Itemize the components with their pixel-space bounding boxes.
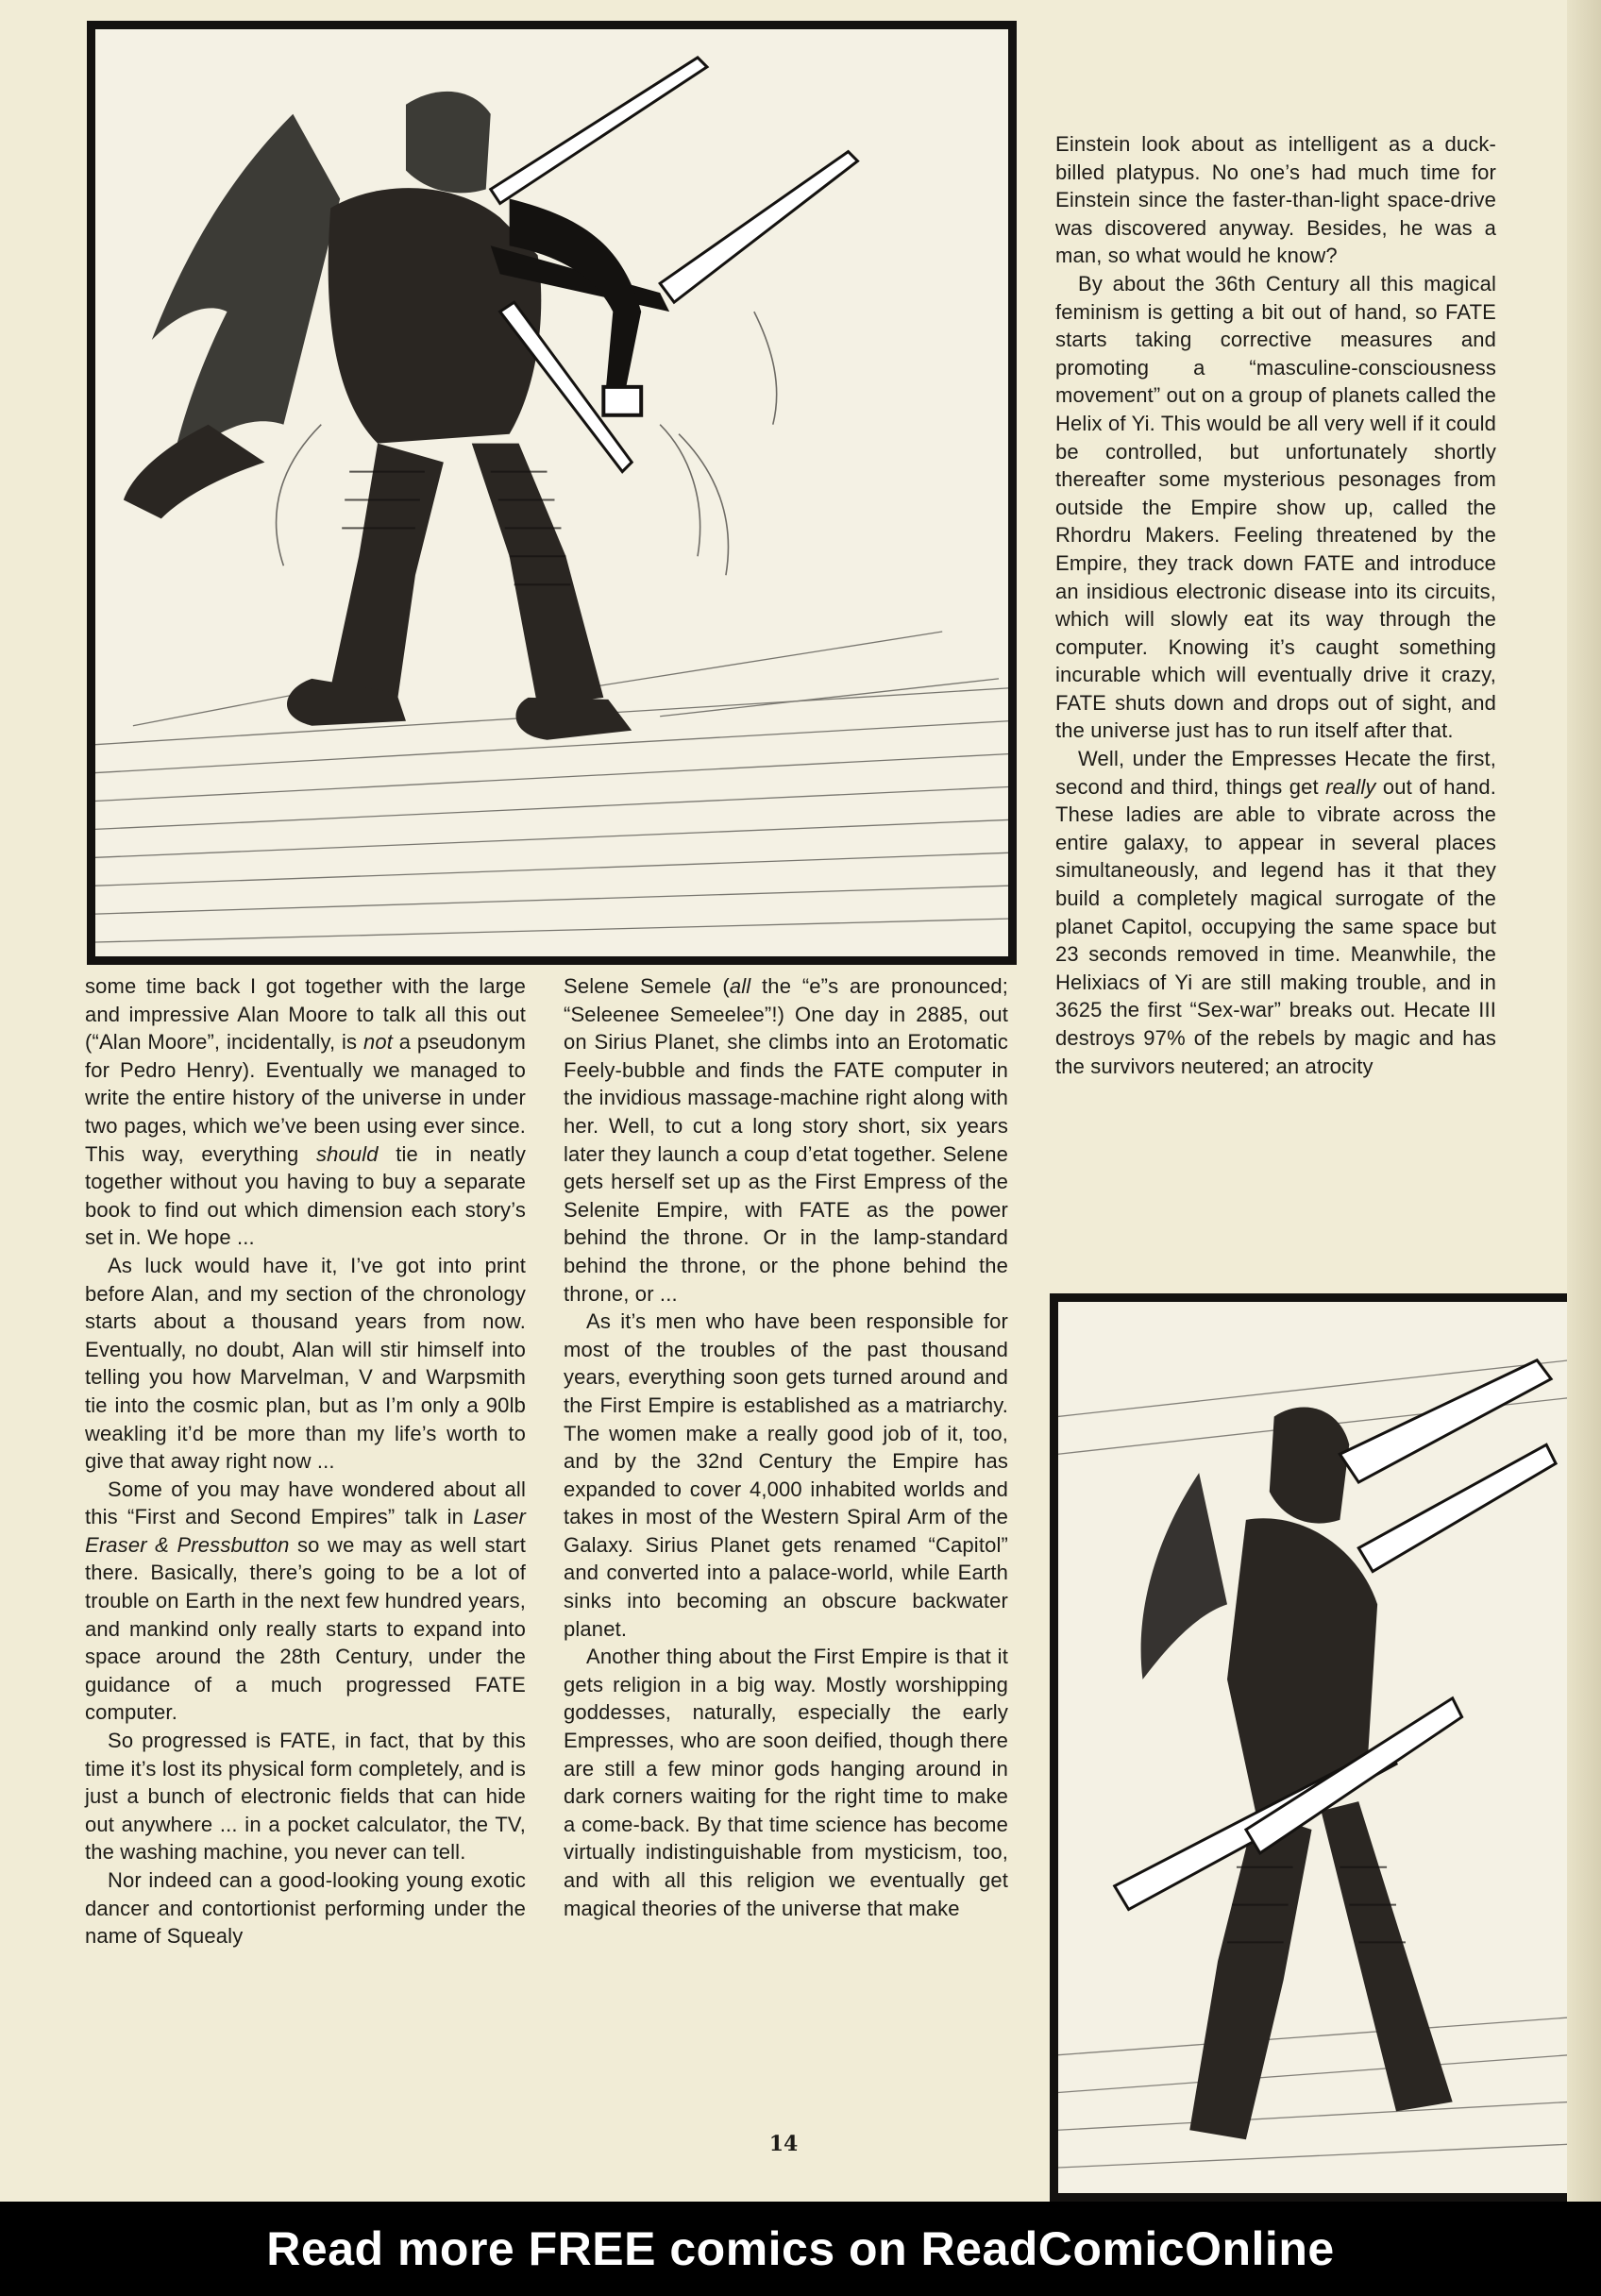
paragraph: Einstein look about as intelligent as a duck-billed platypus. No one’s had much time for Einstein since the faster-than-light space-drive was discovered anyway. Besides, he was a man, so what would he know? — [1055, 132, 1496, 268]
paragraph: Some of you may have wondered about all this “First and Second Empires” talk in Laser Eraser & Pressbutton so we may as well start there. Basically, there’s going to be a lot of trouble on Earth in the next few hundred years, and mankind only really starts to expand into space around the 28th Century, under the guidance of a much progressed FATE computer. — [85, 1477, 526, 1725]
paragraph: Nor indeed can a good-looking young exotic dancer and contortionist performing under the name of Squealy — [85, 1868, 526, 1949]
article-column-3 — [1055, 130, 1496, 1080]
article-column-1 — [85, 972, 526, 1950]
article-column-2 — [564, 972, 1008, 1922]
binding-edge — [1567, 0, 1601, 2202]
fighter-illustration — [1058, 1302, 1570, 2193]
read-more-link[interactable]: Read more FREE comics on ReadComicOnline — [266, 2222, 1335, 2275]
illustration-panel-warrior — [87, 21, 1017, 965]
page-number: 14 — [768, 2132, 799, 2156]
paragraph: By about the 36th Century all this magical feminism is getting a bit out of hand, so FATE starts taking corrective measures and promoting a “masculine-consciousness movement” out on a group of planets called the Helix of Yi. This would be all very well if it could be controlled, but unfortunately shortly thereafter some mysterious pesonages from outside the Empire show up, called the Rhordru Makers. Feeling threatened by the Empire, they track down FATE and introduce an insidious electronic disease into its circuits, which will slowly eat its way through the computer. Knowing it’s caught something incurable which will eventually drive it crazy, FATE shuts down and drops out of sight, and the universe just has to run itself after that. — [1055, 271, 1496, 743]
paragraph: As it’s men who have been responsible for most of the troubles of the past thousand years, everything soon gets turned around and the First Empire is established as a matriarchy. The women make a really good job of it, too, and by the 32nd Century the Empire has expanded to cover 4,000 inhabited worlds and takes in most of the Western Spiral Arm of the Galaxy. Sirius Planet gets renamed “Capitol” and converted into a palace-world, while Earth sinks into becoming an obscure backwater planet. — [564, 1309, 1008, 1641]
paragraph: Another thing about the First Empire is that it gets religion in a big way. Mostly worshipping goddesses, naturally, especially the early Empresses, who are soon deified, though there are still a few minor gods hanging around in dark corners waiting for the right time to make a come-back. By that time science has become virtually indistinguishable from mysticism, too, and with all this religion we eventually get magical theories of the universe that make — [564, 1645, 1008, 1920]
paragraph: Selene Semele (all the “e”s are pronounced; “Seleenee Semeelee”!) One day in 2885, out on Sirius Planet, she climbs into an Erotomatic Feely-bubble and finds the FATE computer in the invidious massage-machine right along with her. Well, to cut a long story short, six years later they launch a coup d’etat together. Selene gets herself set up as the First Empress of the Selenite Empire, with FATE as the power behind the throne. Or in the lamp-standard behind the throne, or the phone behind the throne, or ... — [564, 974, 1008, 1306]
warrior-illustration — [95, 29, 1008, 956]
paragraph: So progressed is FATE, in fact, that by this time it’s lost its physical form completely, and is just a bunch of electronic fields that can hide out anywhere ... in a pocket calculator, the TV, the washing machine, you never can tell. — [85, 1729, 526, 1865]
footer-banner[interactable] — [0, 2202, 1601, 2296]
illustration-panel-fighter — [1050, 1293, 1578, 2202]
paragraph: Well, under the Empresses Hecate the first, second and third, things get really out of hand. These ladies are able to vibrate across the entire galaxy, to appear in several places simultaneously, and legend has it that they build a completely magical surrogate of the planet Capitol, occupying the same space but 23 seconds removed in time. Meanwhile, the Helixiacs of Yi are still making trouble, and in 3625 the first “Sex-war” breaks out. Hecate III destroys 97% of the rebels by magic and has the survivors neutered; an atrocity — [1055, 747, 1496, 1078]
paragraph: As luck would have it, I’ve got into print before Alan, and my section of the chronology starts about a thousand years from now. Eventually, no doubt, Alan will stir himself into telling you how Marvelman, V and Warpsmith tie into the cosmic plan, but as I’m only a 90lb weakling it’d be more than my life’s worth to give that away right now ... — [85, 1253, 526, 1474]
paragraph: some time back I got together with the large and impressive Alan Moore to talk all this out (“Alan Moore”, incidentally, is not a pseudonym for Pedro Henry). Eventually we managed to write the entire history of the universe in under two pages, which we’ve been using ever since. This way, everything should tie in neatly together without you having to buy a separate book to find out which dimension each story’s set in. We hope ... — [85, 974, 527, 1250]
